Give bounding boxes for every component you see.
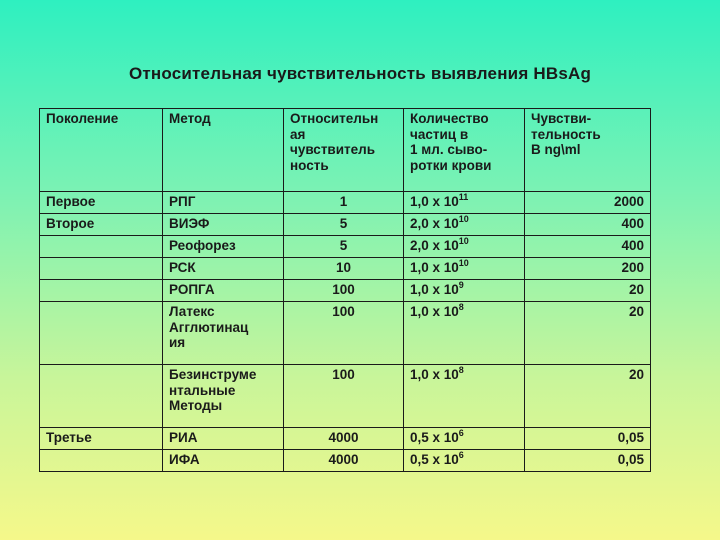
table-row [40, 450, 651, 472]
header-row [40, 109, 651, 192]
cell-method: РПГ [163, 192, 284, 214]
cell-generation: Третье [40, 428, 163, 450]
cell-relative: 1 [284, 192, 404, 214]
cell-generation [40, 280, 163, 302]
cell-count: 2,0 х $10^{10}$ [404, 236, 525, 258]
cell-relative: 5 [284, 236, 404, 258]
cell-generation [40, 258, 163, 280]
cell-count: 1,0 х $10^9$ [404, 280, 525, 302]
table-row [40, 280, 651, 302]
cell-method: РСК [163, 258, 284, 280]
cell-count: 1,0 х $10^8$ [404, 302, 525, 365]
cell-sensitivity: 0,05 [525, 450, 651, 472]
cell-relative: 100 [284, 302, 404, 365]
slide-title: Относительная чувствительность выявления HBsAg [128, 64, 592, 83]
cell-sensitivity: 20 [525, 302, 651, 365]
header-particle-count: Количество частиц в 1 мл. сыво- ротки крови [404, 109, 525, 192]
cell-relative: 4000 [284, 428, 404, 450]
cell-sensitivity: 0,05 [525, 428, 651, 450]
cell-sensitivity: 20 [525, 365, 651, 428]
header-method: Метод [163, 109, 284, 192]
cell-sensitivity: 20 [525, 280, 651, 302]
cell-count: 0,5 х $10^6$ [404, 428, 525, 450]
cell-generation [40, 365, 163, 428]
table-row [40, 214, 651, 236]
table-row [40, 258, 651, 280]
cell-relative: 100 [284, 280, 404, 302]
table-row [40, 428, 651, 450]
cell-relative: 10 [284, 258, 404, 280]
cell-method: ВИЭФ [163, 214, 284, 236]
table-row [40, 302, 651, 365]
cell-sensitivity: 400 [525, 214, 651, 236]
header-generation: Поколение [40, 109, 163, 192]
header-sensitivity: Чувстви- тельность В ng\ml [525, 109, 651, 192]
table-row [40, 365, 651, 428]
cell-generation [40, 450, 163, 472]
sensitivity-table [39, 108, 651, 472]
cell-method: РИА [163, 428, 284, 450]
cell-generation: Второе [40, 214, 163, 236]
cell-relative: 100 [284, 365, 404, 428]
cell-method: ИФА [163, 450, 284, 472]
cell-generation [40, 302, 163, 365]
cell-relative: 4000 [284, 450, 404, 472]
cell-count: 2,0 х $10^{10}$ [404, 214, 525, 236]
cell-method: Латекс Агглютинац ия [163, 302, 284, 365]
cell-count: 1,0 х $10^8$ [404, 365, 525, 428]
cell-relative: 5 [284, 214, 404, 236]
cell-sensitivity: 200 [525, 258, 651, 280]
table-row [40, 192, 651, 214]
cell-generation: Первое [40, 192, 163, 214]
cell-count: 0,5 х $10^6$ [404, 450, 525, 472]
cell-sensitivity: 400 [525, 236, 651, 258]
cell-count: 1,0 х $10^{10}$ [404, 258, 525, 280]
header-relative-sensitivity: Относительн ая чувствитель ность [284, 109, 404, 192]
cell-generation [40, 236, 163, 258]
table-row [40, 236, 651, 258]
cell-method: Реофорез [163, 236, 284, 258]
cell-method: РОПГА [163, 280, 284, 302]
cell-sensitivity: 2000 [525, 192, 651, 214]
cell-method: Безинструме нтальные Методы [163, 365, 284, 428]
cell-count: 1,0 х $10^{11}$ [404, 192, 525, 214]
